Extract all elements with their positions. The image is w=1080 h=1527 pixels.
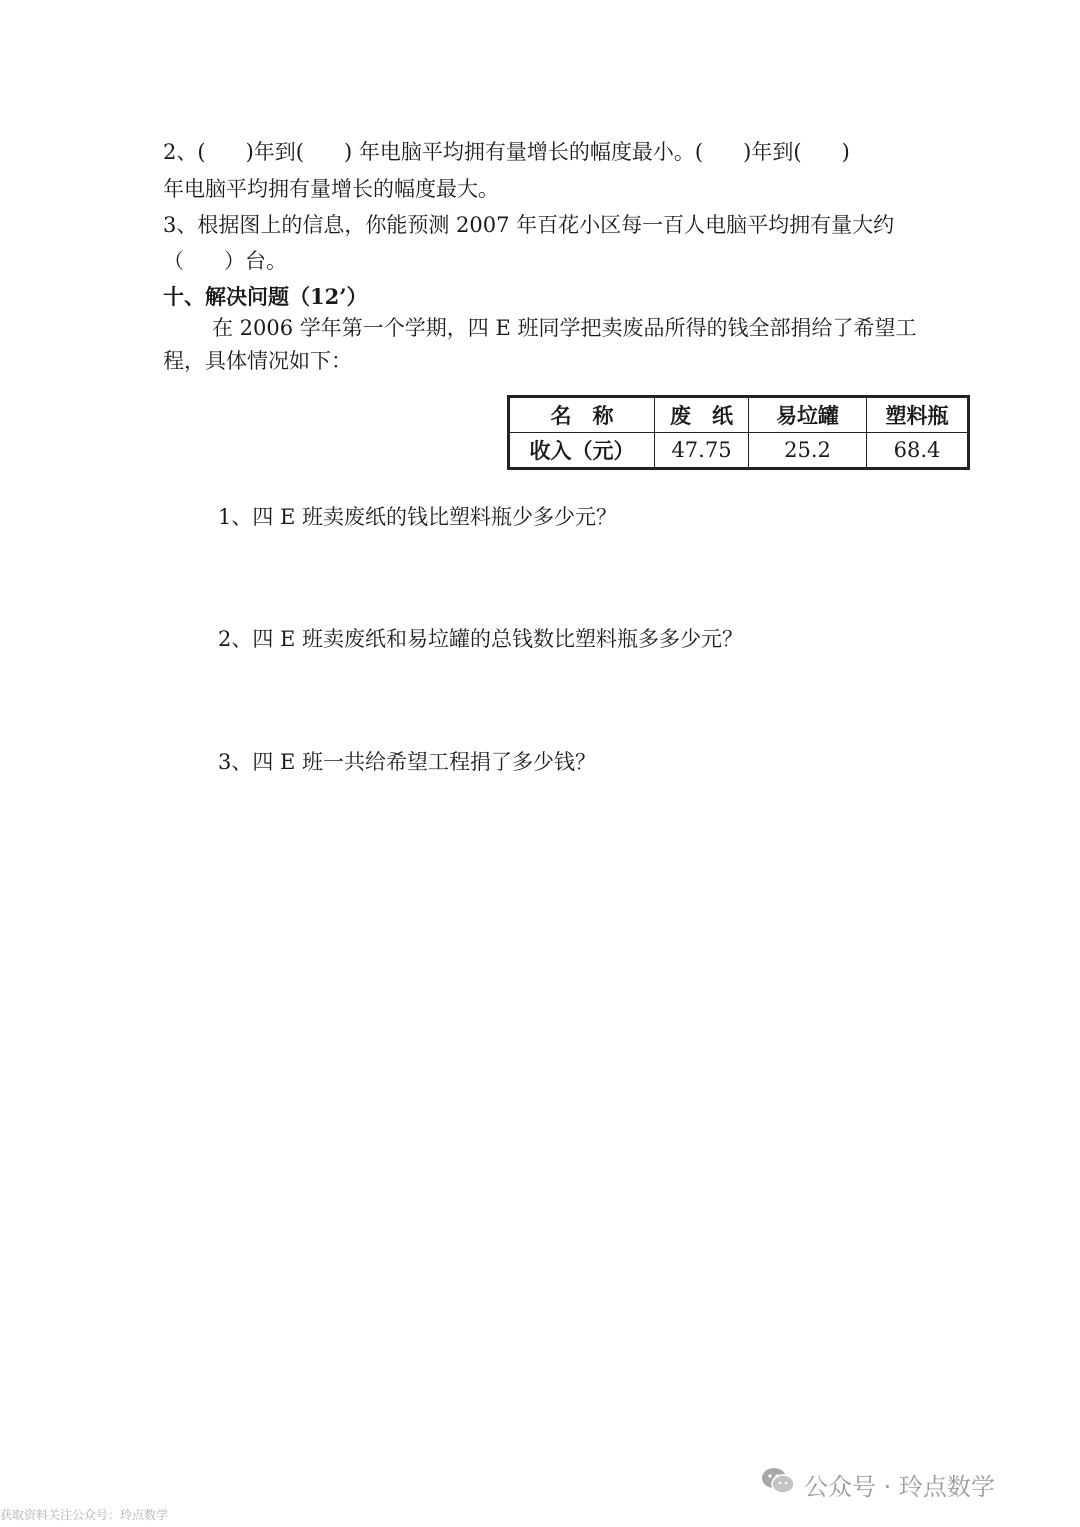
table-header-row — [509, 397, 969, 433]
table-header-cell: 废 纸 — [655, 397, 749, 433]
question-3-line-1: 3、根据图上的信息，你能预测 2007 年百花小区每一百人电脑平均拥有量大约 — [163, 213, 895, 237]
question-3-line-2: （ ）台。 — [163, 249, 288, 273]
table-cell: 25.2 — [749, 433, 867, 469]
question-2-line-1: 2、( )年到( ) 年电脑平均拥有量增长的幅度最小。( )年到( ) — [163, 140, 850, 164]
watermark-text: 公众号 · 玲点数学 — [804, 1472, 995, 1501]
table-header-cell: 易垃罐 — [749, 397, 867, 433]
table-header-cell: 塑料瓶 — [867, 397, 969, 433]
watermark-left: 获取资料关注公众号：玲点数学 — [0, 1508, 169, 1522]
watermark-right — [760, 1464, 995, 1504]
table-row — [509, 433, 969, 469]
table-cell: 47.75 — [655, 433, 749, 469]
question-2-line-2: 年电脑平均拥有量增长的幅度最大。 — [163, 177, 499, 201]
problem-3: 3、四 E 班一共给希望工程捐了多少钱？ — [218, 750, 597, 774]
problem-2: 2、四 E 班卖废纸和易垃罐的总钱数比塑料瓶多多少元？ — [218, 627, 744, 651]
income-table — [507, 395, 970, 470]
table-cell: 68.4 — [867, 433, 969, 469]
wechat-icon — [760, 1466, 796, 1502]
problem-1: 1、四 E 班卖废纸的钱比塑料瓶少多少元？ — [218, 505, 618, 529]
table-header-cell: 名 称 — [509, 397, 655, 433]
section-title: 十、解决问题（12’） — [163, 284, 368, 309]
intro-line-2: 程，具体情况如下： — [163, 349, 352, 373]
table-cell: 收入（元） — [509, 433, 655, 469]
intro-line-1: 在 2006 学年第一个学期，四 E 班同学把卖废品所得的钱全部捐给了希望工 — [212, 316, 917, 340]
